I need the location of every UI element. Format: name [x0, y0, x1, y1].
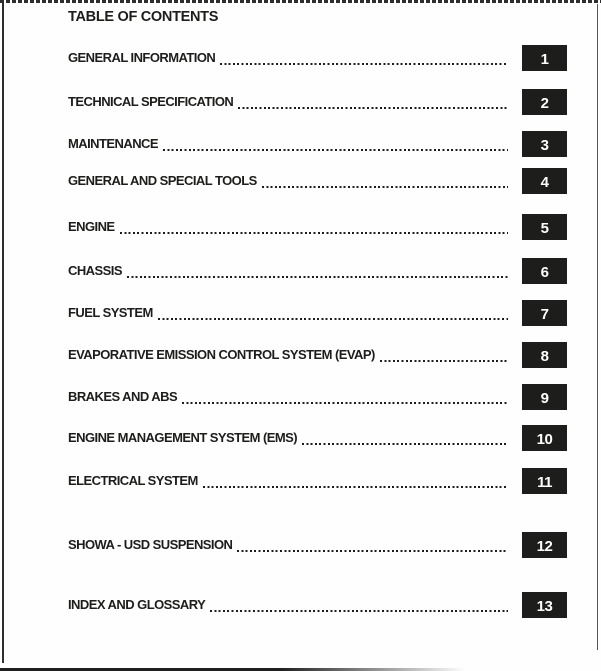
toc-entry: [68, 168, 567, 194]
chapter-number-box: 2: [522, 89, 567, 115]
chapter-number-box: 11: [522, 468, 567, 494]
toc-entry: [68, 384, 567, 410]
chapter-number-box: 5: [522, 214, 567, 240]
toc-entry-label: GENERAL INFORMATION: [68, 50, 216, 65]
toc-entry-label: INDEX AND GLOSSARY: [68, 597, 206, 612]
chapter-number-box: 1: [522, 45, 567, 71]
dotted-leader: [182, 402, 508, 404]
toc-entry-label: EVAPORATIVE EMISSION CONTROL SYSTEM (EVAP): [68, 347, 375, 362]
page-border-left: [2, 0, 4, 663]
toc-entry-label: CHASSIS: [68, 263, 122, 278]
toc-entry: [68, 258, 567, 284]
toc-entry-label: SHOWA - USD SUSPENSION: [68, 537, 233, 552]
dotted-leader: [158, 318, 508, 320]
toc-entry: [68, 468, 567, 494]
toc-entry: [68, 532, 567, 558]
page-border-top: [0, 0, 601, 3]
chapter-number-box: 7: [522, 300, 567, 326]
dotted-leader: [238, 107, 508, 109]
dotted-leader: [220, 63, 508, 65]
chapter-number-box: 9: [522, 384, 567, 410]
chapter-number-box: 4: [522, 168, 567, 194]
chapter-number-box: 6: [522, 258, 567, 284]
dotted-leader: [237, 550, 508, 552]
chapter-number-box: 13: [522, 592, 567, 618]
dotted-leader: [302, 443, 508, 445]
toc-entry-label: ENGINE MANAGEMENT SYSTEM (EMS): [68, 430, 298, 445]
page-title: TABLE OF CONTENTS: [68, 9, 219, 25]
toc-entry-label: GENERAL AND SPECIAL TOOLS: [68, 173, 257, 188]
toc-entry: [68, 342, 567, 368]
toc-entry: [68, 592, 567, 618]
toc-entry: [68, 45, 567, 71]
dotted-leader: [203, 486, 508, 488]
dotted-leader: [380, 360, 508, 362]
toc-entry: [68, 425, 567, 451]
page-border-right: [597, 4, 599, 650]
chapter-number-box: 8: [522, 342, 567, 368]
dotted-leader: [210, 610, 508, 612]
chapter-number-box: 10: [522, 425, 567, 451]
chapter-number-box: 12: [522, 532, 567, 558]
toc-entry-label: BRAKES AND ABS: [68, 389, 178, 404]
toc-entry-label: ELECTRICAL SYSTEM: [68, 473, 198, 488]
chapter-number-box: 3: [522, 131, 567, 157]
toc-entry: [68, 300, 567, 326]
toc-entry-label: MAINTENANCE: [68, 136, 159, 151]
toc-entry-label: TECHNICAL SPECIFICATION: [68, 94, 234, 109]
dotted-leader: [120, 232, 508, 234]
dotted-leader: [262, 186, 508, 188]
dotted-leader: [127, 276, 508, 278]
dotted-leader: [163, 149, 508, 151]
toc-entry: [68, 214, 567, 240]
toc-entry-label: FUEL SYSTEM: [68, 305, 153, 320]
toc-entry: [68, 131, 567, 157]
toc-entry-label: ENGINE: [68, 219, 115, 234]
toc-entry: [68, 89, 567, 115]
